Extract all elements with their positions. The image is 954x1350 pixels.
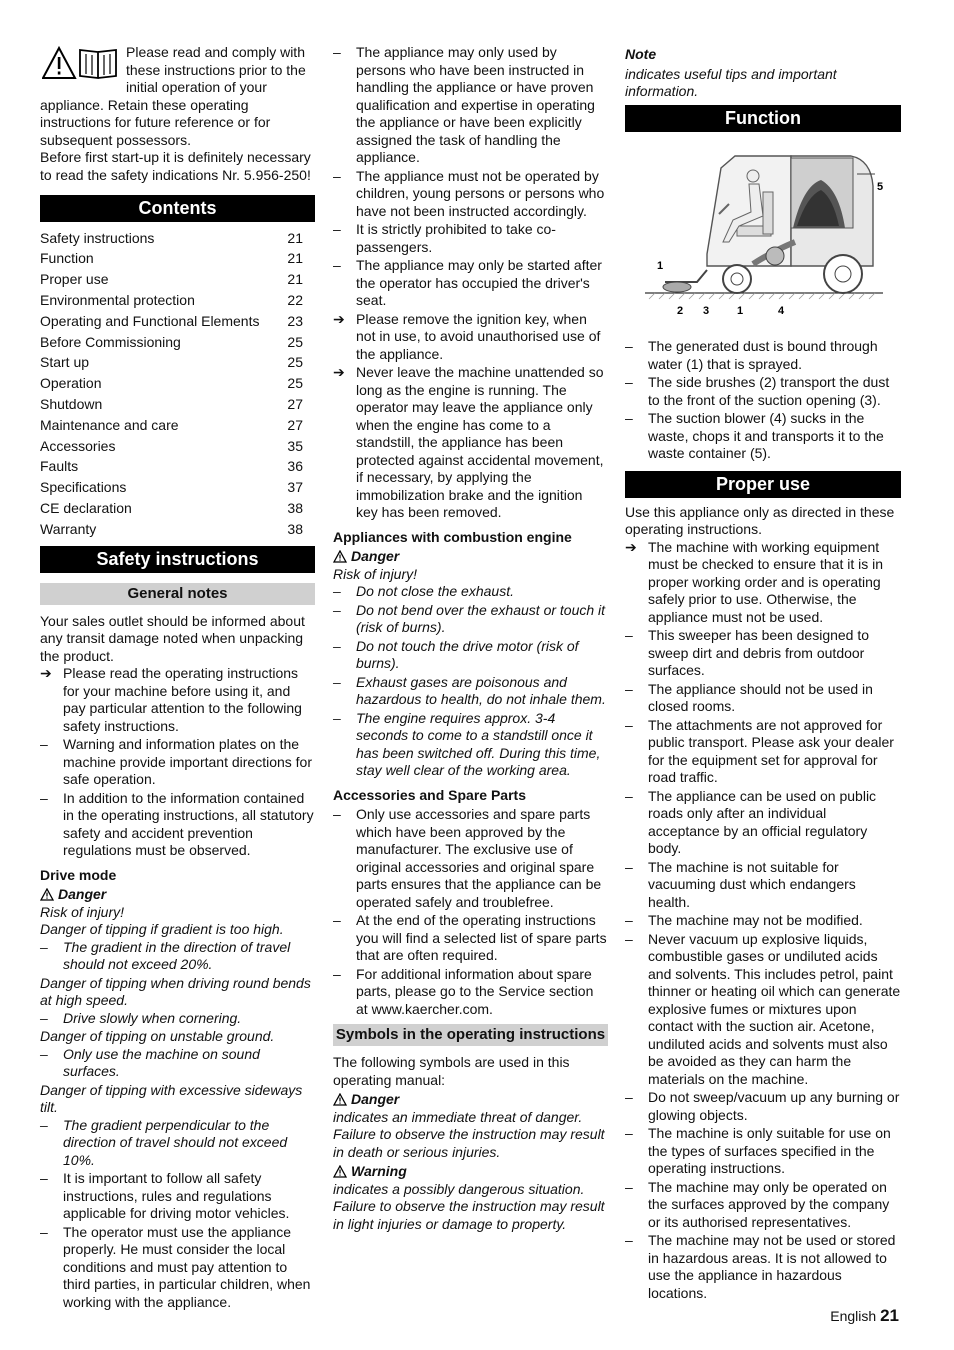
contents-page: 23 [287,312,303,329]
dash-marker: – [625,338,633,354]
list-item-text: Exhaust gases are poisonous and hazardous to health, do not inhale them. [356,673,606,707]
list-item [40,1170,315,1223]
contents-page: 38 [287,520,303,537]
list-item [625,1125,901,1178]
contents-label: Warranty [40,520,97,537]
symbols-warning-text: indicates a possibly dangerous situation. Failure to observe the instruction may result in light injuries or damage to property. [333,1180,605,1232]
dash-marker: – [333,167,341,184]
sweeper-illustration [645,156,883,299]
list-item-text: The machine with working equipment must be checked to ensure that it is in proper working order and is operating safely prior to use. Otherwise, the appliance must not be used. [648,538,884,625]
page-footer [830,1307,899,1326]
contents-row[interactable] [40,457,315,478]
warning-icon [333,550,347,563]
list-item-text: The generated dust is bound through water (1) that is sprayed. [648,338,878,372]
symbols-warning-label: Warning [333,1163,608,1181]
contents-label: Accessories [40,437,116,454]
contents-page: 21 [287,229,303,246]
combustion-list [333,583,608,780]
combustion-risk: Risk of injury! [333,565,418,582]
list-item [333,583,608,601]
list-item-text: Only use accessories and spare parts which have been approved by the manufacturer. The exclusive use of original accessories and original spare parts ensures that the appliance can be operated safely and troublefree. [356,806,602,910]
arrow-right-icon: ➔ [625,538,637,555]
proper-use-heading: Proper use [625,471,901,498]
column-left [40,44,315,1312]
intro-text-2: Before first start-up it is definitely necessary to read the safety indications Nr. 5.956-250! [40,149,311,183]
general-notes-list [40,665,315,860]
list-item [333,966,608,1019]
contents-label: Maintenance and care [40,416,179,433]
list-item-text: Warning and information plates on the machine provide important directions for safe operation. [63,736,313,788]
arrow-right-icon: ➔ [333,310,345,327]
list-item-text: The appliance may only used by persons who have been instructed in handling the appliance or have proven qualification and expertise in operating the appliance or have been explicitly assigned the task of handling the appliance. [356,44,595,165]
dash-marker: – [40,789,48,806]
dash-marker: – [333,44,341,60]
drive-g4: Danger of tipping with excessive sideways tilt. [40,1081,303,1116]
dash-marker: – [333,709,341,726]
page-number: 21 [880,1306,899,1325]
list-item [333,311,608,364]
dash-marker: – [40,736,48,753]
figure-label-5: 5 [877,180,884,193]
list-item [333,674,608,709]
list-item-text: The appliance should not be used in closed rooms. [648,680,873,714]
contents-page: 27 [287,416,303,433]
contents-row[interactable] [40,394,315,415]
dash-marker: – [333,806,341,822]
list-item [625,931,901,1089]
contents-heading: Contents [40,195,315,222]
list-item [333,44,608,167]
list-item [625,788,901,858]
operator-rules-list [333,44,608,522]
column-middle [333,44,608,1233]
list-item [333,806,608,911]
list-item [625,539,901,627]
proper-use-text: Use this appliance only as directed in these operating instructions. [625,503,895,537]
dash-marker: – [625,680,633,697]
list-item-text: Do not touch the drive motor (risk of burns). [356,637,579,671]
list-item-text: It is important to follow all safety instructions, rules and regulations applicable for driving motor vehicles. [63,1170,290,1222]
list-item-text: The appliance can be used on public roads only after an individual acceptance by an official regulatory body. [648,787,877,856]
list-item [625,717,901,787]
dash-marker: – [333,601,341,618]
dash-marker: – [333,637,341,654]
list-item [40,736,315,789]
list-item-text: The machine is only suitable for use on the types of surfaces specified in the operating instructions. [648,1125,891,1176]
list-item [40,1224,315,1312]
list-item: – The gradient in the direction of travel should not exceed 20%. [40,938,291,973]
list-item-text: Do not close the exhaust. [356,583,514,599]
dash-marker: – [625,858,633,875]
dash-marker: – [625,374,633,390]
list-item [625,681,901,716]
accessories-list [333,806,608,1018]
column-right [625,44,901,1303]
list-item [625,1179,901,1232]
symbols-danger-text: indicates an immediate threat of danger. Failure to observe the instruction may result in death or serious injuries. [333,1108,605,1160]
footer-language: English [830,1308,877,1324]
list-item: – The gradient perpendicular to the direction of travel should not exceed 10%. [40,1116,288,1168]
general-notes-text: Your sales outlet should be informed about any transit damage noted when unpacking the product. [40,612,305,664]
list-item [625,627,901,680]
list-item-text: Never vacuum up explosive liquids, combustible gases or undiluted acids and solvents. This includes petrol, paint thinner or heating oil which can generate explosive fumes or mixtures upon contact with the suction air. Acetone, undiluted acids and solvents must also be avoided as they can harm the materials on the machine. [648,930,901,1087]
contents-label: Faults [40,458,79,475]
dash-marker: – [333,673,341,690]
contents-label: Function [40,250,94,267]
drive-risk: Risk of injury! [40,903,125,920]
dash-marker: – [333,221,341,237]
dash-marker: – [625,1125,633,1141]
list-item [333,602,608,637]
general-notes-heading: General notes [40,583,315,605]
contents-label: Proper use [40,271,109,288]
contents-row[interactable] [40,436,315,457]
list-item-text: The machine may not be modified. [648,912,863,928]
function-list [625,338,901,463]
dash-marker: – [625,716,633,733]
contents-label: Before Commissioning [40,333,181,350]
list-item [333,257,608,310]
contents-row[interactable] [40,415,315,436]
intro [40,44,315,184]
contents-row[interactable] [40,228,315,249]
contents-row[interactable] [40,332,315,353]
contents-row[interactable] [40,374,315,395]
symbols-heading: Symbols in the operating instructions [333,1024,608,1046]
list-item [333,710,608,780]
proper-use-list [625,539,901,1303]
list-item-text: For additional information about spare parts, please go to the Service section at www.kaercher.com. [356,965,594,1017]
dash-marker: – [625,410,633,426]
symbols-text: The following symbols are used in this operating manual: [333,1054,570,1088]
note-label: Note [625,46,657,62]
contents-page: 21 [287,271,303,288]
list-item [333,168,608,221]
contents-row[interactable] [40,353,315,374]
contents-page: 36 [287,458,303,475]
contents-row[interactable] [40,270,315,291]
dash-marker: – [40,1223,48,1240]
contents-label: Operating and Functional Elements [40,312,260,329]
dash-marker: – [625,930,633,947]
drive-g1: Danger of tipping if gradient is too high. [40,921,284,938]
contents-row[interactable] [40,311,315,332]
list-item-text: The machine is not suitable for vacuuming dust which endangers health. [648,858,856,910]
contents-label: Environmental protection [40,292,195,309]
list-item-text: The side brushes (2) transport the dust to the front of the suction opening (3). [648,374,890,408]
contents-page: 35 [287,437,303,454]
symbols-danger-label: Danger [333,1091,608,1109]
list-item [625,912,901,930]
contents-row[interactable] [40,290,315,311]
list-item-text: At the end of the operating instructions you will find a selected list of spare parts that are often required. [356,912,607,963]
drive-mode-heading: Drive mode [40,866,117,883]
dash-marker: – [625,1178,633,1195]
list-item-text: The machine may not be used or stored in hazardous areas. It is not allowed to use the appliance in hazardous locations. [648,1232,896,1301]
contents-table [40,228,315,540]
contents-row[interactable] [40,478,315,499]
figure-label-1b: 1 [737,304,744,317]
dash-marker: – [40,1170,48,1187]
list-item [625,1089,901,1124]
list-item-text: The attachments are not approved for public transport. Please ask your dealer for the equipment set for approval for road traffic. [648,716,894,785]
accessories-heading: Accessories and Spare Parts [333,786,526,803]
list-item-text: The engine requires approx. 3-4 seconds to come to a standstill once it has been switched off. During this time, stay well clear of the working area. [356,709,601,778]
figure-label-1: 1 [657,259,664,272]
drive-g3: Danger of tipping on unstable ground. [40,1028,275,1045]
list-item [333,221,608,256]
list-item-text: The appliance may only be started after the operator has occupied the driver's seat. [356,257,602,308]
list-item-text: Do not sweep/vacuum up any burning or glowing objects. [648,1089,900,1123]
list-item [333,364,608,522]
list-item-text: It is strictly prohibited to take co-passengers. [356,221,556,255]
warning-icon [40,888,54,901]
dash-marker: – [625,1089,633,1105]
list-item [625,410,901,463]
list-item-text: The appliance must not be operated by children, young persons or persons who have not been instructed accordingly. [356,167,605,219]
figure-label-4: 4 [778,304,785,317]
list-item-text: Please remove the ignition key, when not in use, to avoid unauthorised use of the appliance. [356,310,601,362]
list-item-text: This sweeper has been designed to sweep dirt and debris from outdoor surfaces. [648,627,870,678]
list-item [625,1232,901,1302]
dash-marker: – [625,1232,633,1248]
dash-marker: – [333,965,341,982]
warning-icon [333,1093,347,1106]
dash-marker: – [333,257,341,273]
list-item-text: The machine may only be operated on the surfaces approved by the company or its authorised representatives. [648,1178,890,1230]
list-item [625,374,901,409]
contents-page: 21 [287,250,303,267]
contents-label: Safety instructions [40,229,155,246]
safety-heading: Safety instructions [40,546,315,573]
contents-label: CE declaration [40,500,132,516]
dash-marker: – [625,627,633,643]
list-item [333,638,608,673]
contents-page: 22 [287,292,303,309]
list-item-text: The operator must use the appliance properly. He must consider the local conditions and must pay attention to third parties, in particular children, when working with the appliance. [63,1223,311,1310]
contents-label: Specifications [40,479,127,496]
dash-marker: – [625,787,633,804]
list-item-text: Do not bend over the exhaust or touch it (risk of burns). [356,601,606,635]
figure-label-3: 3 [703,304,710,317]
contents-page: 25 [287,375,303,392]
contents-page: 25 [287,333,303,350]
contents-page: 38 [287,500,303,516]
drive-g2: Danger of tipping when driving round bends at high speed. [40,974,311,1009]
sweeper-diagram [625,146,901,324]
contents-page: 37 [287,479,303,496]
function-heading: Function [625,105,901,132]
list-item-text: Please read the operating instructions for your machine before using it, and pay particular attention to the following safety instructions. [63,665,302,734]
list-item-text: In addition to the information contained in the operating instructions, all statutory safety and accident prevention regulations must be observed. [63,789,314,859]
list-item [333,912,608,965]
list-item [625,338,901,373]
arrow-right-icon: ➔ [333,364,345,380]
contents-row[interactable] [40,249,315,270]
contents-label: Operation [40,375,102,392]
safety-rules-list [40,1170,315,1311]
contents-label: Start up [40,354,90,371]
contents-label: Shutdown [40,396,103,413]
note-text: indicates useful tips and important information. [625,65,837,99]
dash-marker: – [333,912,341,928]
list-item [40,665,315,735]
contents-page: 27 [287,396,303,413]
arrow-right-icon: ➔ [40,665,52,682]
contents-row[interactable] [40,519,315,540]
list-item [40,790,315,860]
dash-marker: – [625,912,633,928]
list-item [625,859,901,912]
warning-icon [333,1165,347,1178]
list-item-text: Never leave the machine unattended so long as the engine is running. The operator may leave the appliance only when the engine has come to a standstill, the appliance has been protected against accidental movement, if necessary, by applying the immobilization brake and the ignition key has been removed. [356,364,604,520]
warning-manual-icon [42,46,120,80]
list-item-text: The suction blower (4) sucks in the waste, chops it and transports it to the waste container (5). [648,410,884,461]
dash-marker: – [333,583,341,599]
contents-page: 25 [287,354,303,371]
list-item: – Drive slowly when cornering. [40,1009,242,1026]
contents-row[interactable] [40,498,315,519]
combustion-heading: Appliances with combustion engine [333,528,572,545]
intro-text: Please read and comply with these instructions prior to the initial operation of your appliance. Retain these operating instructions for future reference or for subsequent possessors. [40,44,306,148]
combustion-danger-label: Danger [333,548,608,566]
drive-danger-label: Danger [40,886,315,904]
list-item: – Only use the machine on sound surfaces. [40,1045,260,1080]
figure-label-2: 2 [677,304,684,317]
